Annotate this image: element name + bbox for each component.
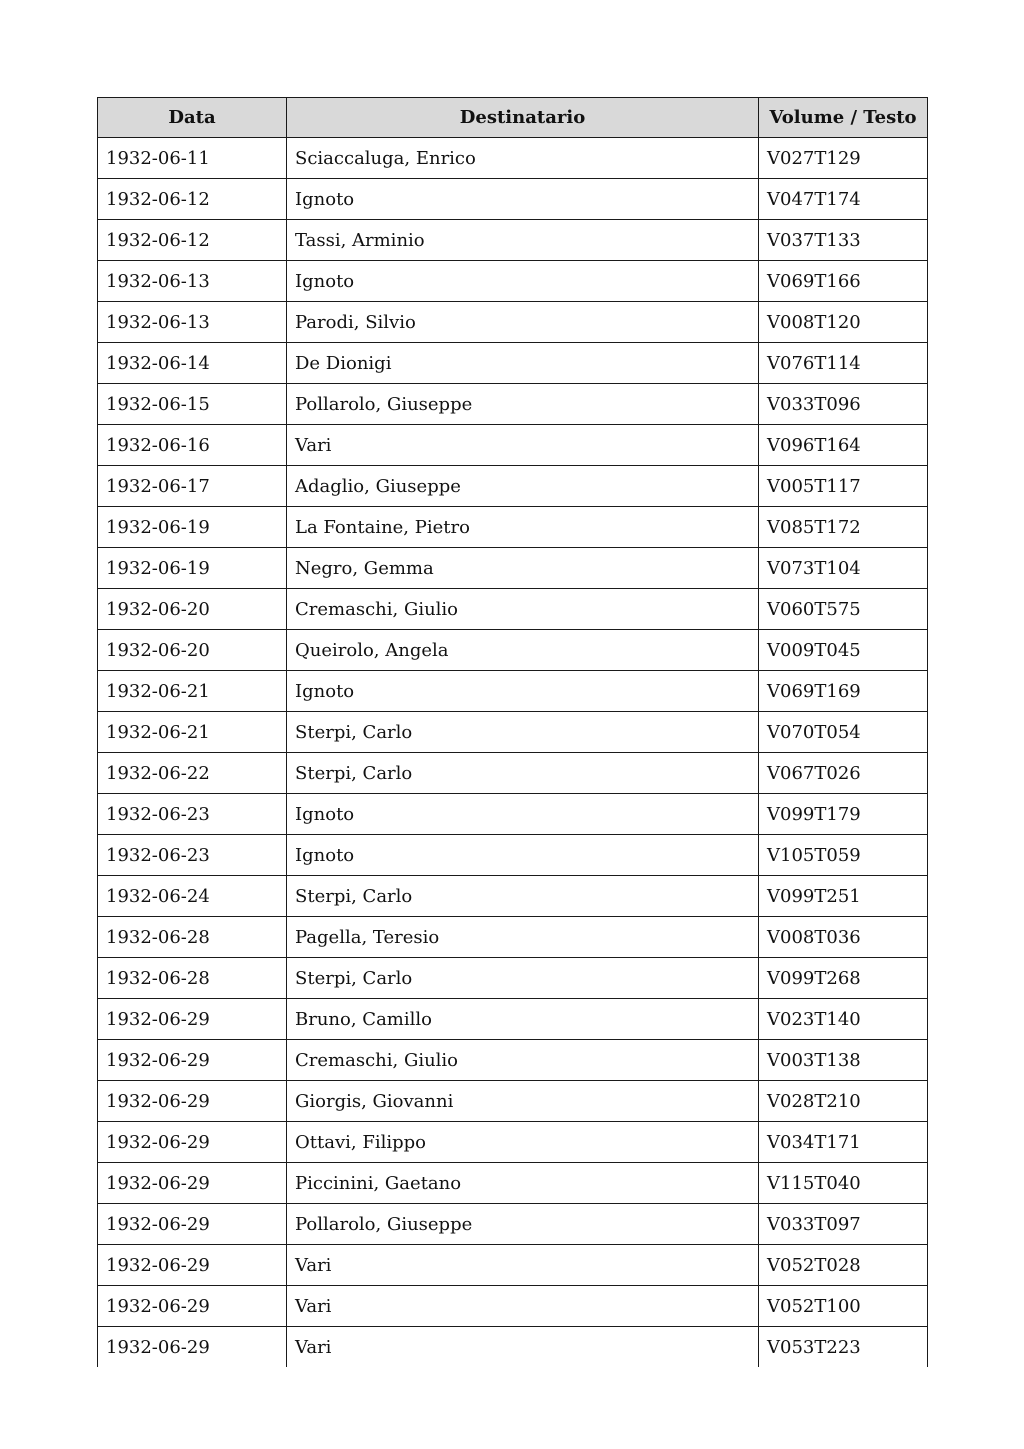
cell-recipient: Ignoto (287, 671, 759, 712)
table-row (98, 1122, 928, 1163)
cell-date: 1932-06-28 (98, 958, 287, 999)
cell-date: 1932-06-29 (98, 1327, 287, 1368)
table-header-row (98, 98, 928, 138)
cell-date: 1932-06-29 (98, 999, 287, 1040)
cell-volume: V033T097 (759, 1204, 928, 1245)
cell-date: 1932-06-29 (98, 1081, 287, 1122)
table-row (98, 384, 928, 425)
table-row (98, 1163, 928, 1204)
table-row (98, 917, 928, 958)
cell-volume: V099T251 (759, 876, 928, 917)
cell-recipient: Cremaschi, Giulio (287, 1040, 759, 1081)
cell-volume: V034T171 (759, 1122, 928, 1163)
cell-volume: V008T036 (759, 917, 928, 958)
column-header-date: Data (98, 98, 287, 138)
cell-volume: V073T104 (759, 548, 928, 589)
cell-volume: V099T268 (759, 958, 928, 999)
table-row (98, 138, 928, 179)
cell-recipient: Ottavi, Filippo (287, 1122, 759, 1163)
column-header-recipient: Destinatario (287, 98, 759, 138)
cell-volume: V067T026 (759, 753, 928, 794)
cell-recipient: Piccinini, Gaetano (287, 1163, 759, 1204)
cell-recipient: Vari (287, 1245, 759, 1286)
table-row (98, 343, 928, 384)
cell-volume: V099T179 (759, 794, 928, 835)
cell-volume: V060T575 (759, 589, 928, 630)
cell-date: 1932-06-20 (98, 589, 287, 630)
cell-recipient: Adaglio, Giuseppe (287, 466, 759, 507)
cell-volume: V096T164 (759, 425, 928, 466)
cell-recipient: Queirolo, Angela (287, 630, 759, 671)
table-row (98, 671, 928, 712)
cell-volume: V076T114 (759, 343, 928, 384)
cell-recipient: Sterpi, Carlo (287, 753, 759, 794)
table-row (98, 1040, 928, 1081)
cell-recipient: Sciaccaluga, Enrico (287, 138, 759, 179)
cell-volume: V023T140 (759, 999, 928, 1040)
cell-volume: V105T059 (759, 835, 928, 876)
cell-recipient: Bruno, Camillo (287, 999, 759, 1040)
cell-volume: V052T100 (759, 1286, 928, 1327)
cell-date: 1932-06-29 (98, 1040, 287, 1081)
cell-date: 1932-06-19 (98, 507, 287, 548)
table-row (98, 999, 928, 1040)
cell-volume: V003T138 (759, 1040, 928, 1081)
cell-date: 1932-06-29 (98, 1163, 287, 1204)
table-row (98, 507, 928, 548)
cell-date: 1932-06-22 (98, 753, 287, 794)
table-row (98, 1081, 928, 1122)
table-row (98, 958, 928, 999)
cell-volume: V008T120 (759, 302, 928, 343)
letters-table (97, 97, 928, 1367)
cell-recipient: Ignoto (287, 794, 759, 835)
table-row (98, 1204, 928, 1245)
table-row (98, 753, 928, 794)
cell-volume: V053T223 (759, 1327, 928, 1368)
cell-volume: V037T133 (759, 220, 928, 261)
cell-volume: V027T129 (759, 138, 928, 179)
cell-date: 1932-06-28 (98, 917, 287, 958)
cell-date: 1932-06-23 (98, 794, 287, 835)
table-row (98, 466, 928, 507)
cell-recipient: Tassi, Arminio (287, 220, 759, 261)
cell-date: 1932-06-29 (98, 1286, 287, 1327)
cell-date: 1932-06-15 (98, 384, 287, 425)
cell-recipient: Giorgis, Giovanni (287, 1081, 759, 1122)
cell-recipient: Vari (287, 1286, 759, 1327)
cell-recipient: Pollarolo, Giuseppe (287, 384, 759, 425)
column-header-volume: Volume / Testo (759, 98, 928, 138)
cell-volume: V115T040 (759, 1163, 928, 1204)
cell-volume: V069T169 (759, 671, 928, 712)
table-body (98, 138, 928, 1368)
table-row (98, 1327, 928, 1368)
cell-date: 1932-06-23 (98, 835, 287, 876)
cell-volume: V028T210 (759, 1081, 928, 1122)
cell-recipient: Vari (287, 425, 759, 466)
cell-volume: V070T054 (759, 712, 928, 753)
cell-date: 1932-06-29 (98, 1204, 287, 1245)
cell-volume: V047T174 (759, 179, 928, 220)
cell-recipient: Ignoto (287, 179, 759, 220)
cell-volume: V069T166 (759, 261, 928, 302)
cell-recipient: Sterpi, Carlo (287, 876, 759, 917)
cell-recipient: Sterpi, Carlo (287, 958, 759, 999)
cell-date: 1932-06-11 (98, 138, 287, 179)
cell-date: 1932-06-24 (98, 876, 287, 917)
cell-date: 1932-06-12 (98, 220, 287, 261)
cell-volume: V005T117 (759, 466, 928, 507)
cell-date: 1932-06-16 (98, 425, 287, 466)
cell-recipient: Parodi, Silvio (287, 302, 759, 343)
cell-recipient: La Fontaine, Pietro (287, 507, 759, 548)
cell-date: 1932-06-29 (98, 1122, 287, 1163)
cell-date: 1932-06-12 (98, 179, 287, 220)
table-row (98, 794, 928, 835)
cell-volume: V052T028 (759, 1245, 928, 1286)
cell-recipient: Ignoto (287, 261, 759, 302)
table-row (98, 261, 928, 302)
table-row (98, 1286, 928, 1327)
cell-date: 1932-06-17 (98, 466, 287, 507)
cell-recipient: Ignoto (287, 835, 759, 876)
table-row (98, 835, 928, 876)
cell-recipient: Pagella, Teresio (287, 917, 759, 958)
cell-date: 1932-06-29 (98, 1245, 287, 1286)
cell-date: 1932-06-13 (98, 302, 287, 343)
table-row (98, 589, 928, 630)
table-row (98, 1245, 928, 1286)
cell-recipient: Sterpi, Carlo (287, 712, 759, 753)
cell-date: 1932-06-21 (98, 671, 287, 712)
table-row (98, 548, 928, 589)
table-row (98, 302, 928, 343)
cell-date: 1932-06-21 (98, 712, 287, 753)
cell-recipient: Vari (287, 1327, 759, 1368)
cell-recipient: De Dionigi (287, 343, 759, 384)
table-row (98, 876, 928, 917)
cell-recipient: Negro, Gemma (287, 548, 759, 589)
table-row (98, 425, 928, 466)
cell-recipient: Cremaschi, Giulio (287, 589, 759, 630)
cell-volume: V009T045 (759, 630, 928, 671)
cell-volume: V085T172 (759, 507, 928, 548)
table-row (98, 179, 928, 220)
table-row (98, 630, 928, 671)
cell-recipient: Pollarolo, Giuseppe (287, 1204, 759, 1245)
cell-date: 1932-06-20 (98, 630, 287, 671)
table-row (98, 712, 928, 753)
cell-volume: V033T096 (759, 384, 928, 425)
cell-date: 1932-06-14 (98, 343, 287, 384)
cell-date: 1932-06-19 (98, 548, 287, 589)
cell-date: 1932-06-13 (98, 261, 287, 302)
table-row (98, 220, 928, 261)
